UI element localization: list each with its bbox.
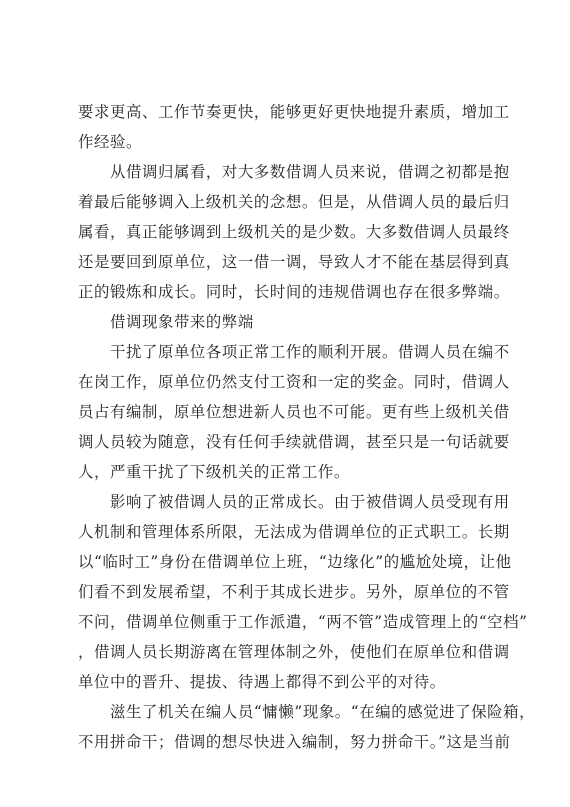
text-line: 在岗工作，原单位仍然支付工资和一定的奖金。同时，借调人 xyxy=(78,373,510,391)
text-line: 着最后能够调入上级机关的念想。但是，从借调人员的最后归 xyxy=(78,193,510,211)
text-line: 人机制和管理体系所限，无法成为借调单位的正式职工。长期 xyxy=(78,523,510,541)
text-line: 正的锻炼和成长。同时，长时间的违规借调也存在很多弊端。 xyxy=(78,283,510,301)
text-line: 从借调归属看，对大多数借调人员来说，借调之初都是抱 xyxy=(78,163,510,181)
text-line: 们看不到发展希望，不利于其成长进步。另外，原单位的不管 xyxy=(78,583,510,601)
text-line: 不用拼命干；借调的想尽快进入编制，努力拼命干。”这是当前 xyxy=(78,733,511,751)
text-line: 滋生了机关在编人员“慵懒”现象。“在编的感觉进了保险箱， xyxy=(78,703,536,721)
text-line: 作经验。 xyxy=(78,133,142,151)
text-line: 干扰了原单位各项正常工作的顺利开展。借调人员在编不 xyxy=(78,343,510,361)
text-line: 以“临时工”身份在借调单位上班，“边缘化”的尴尬处境，让他 xyxy=(78,553,512,571)
text-line: ，借调人员长期游离在管理体制之外，使他们在原单位和借调 xyxy=(78,643,510,661)
text-line: 属看，真正能够调到上级机关的是少数。大多数借调人员最终 xyxy=(78,223,510,241)
text-line: 单位中的晋升、提拔、待遇上都得不到公平的对待。 xyxy=(78,673,446,691)
text-line: 不问，借调单位侧重于工作派遣，“两不管”造成管理上的“空档” xyxy=(78,613,528,631)
text-line: 还是要回到原单位，这一借一调，导致人才不能在基层得到真 xyxy=(78,253,510,271)
section-heading: 借调现象带来的弊端 xyxy=(78,313,254,331)
text-line: 员占有编制，原单位想进新人员也不可能。更有些上级机关借 xyxy=(78,403,510,421)
text-line: 影响了被借调人员的正常成长。由于被借调人员受现有用 xyxy=(78,493,510,511)
text-line: 要求更高、工作节奏更快，能够更好更快地提升素质，增加工 xyxy=(78,103,510,121)
text-line: 人，严重干扰了下级机关的正常工作。 xyxy=(78,463,350,481)
text-line: 调人员较为随意，没有任何手续就借调，甚至只是一句话就要 xyxy=(78,433,510,451)
